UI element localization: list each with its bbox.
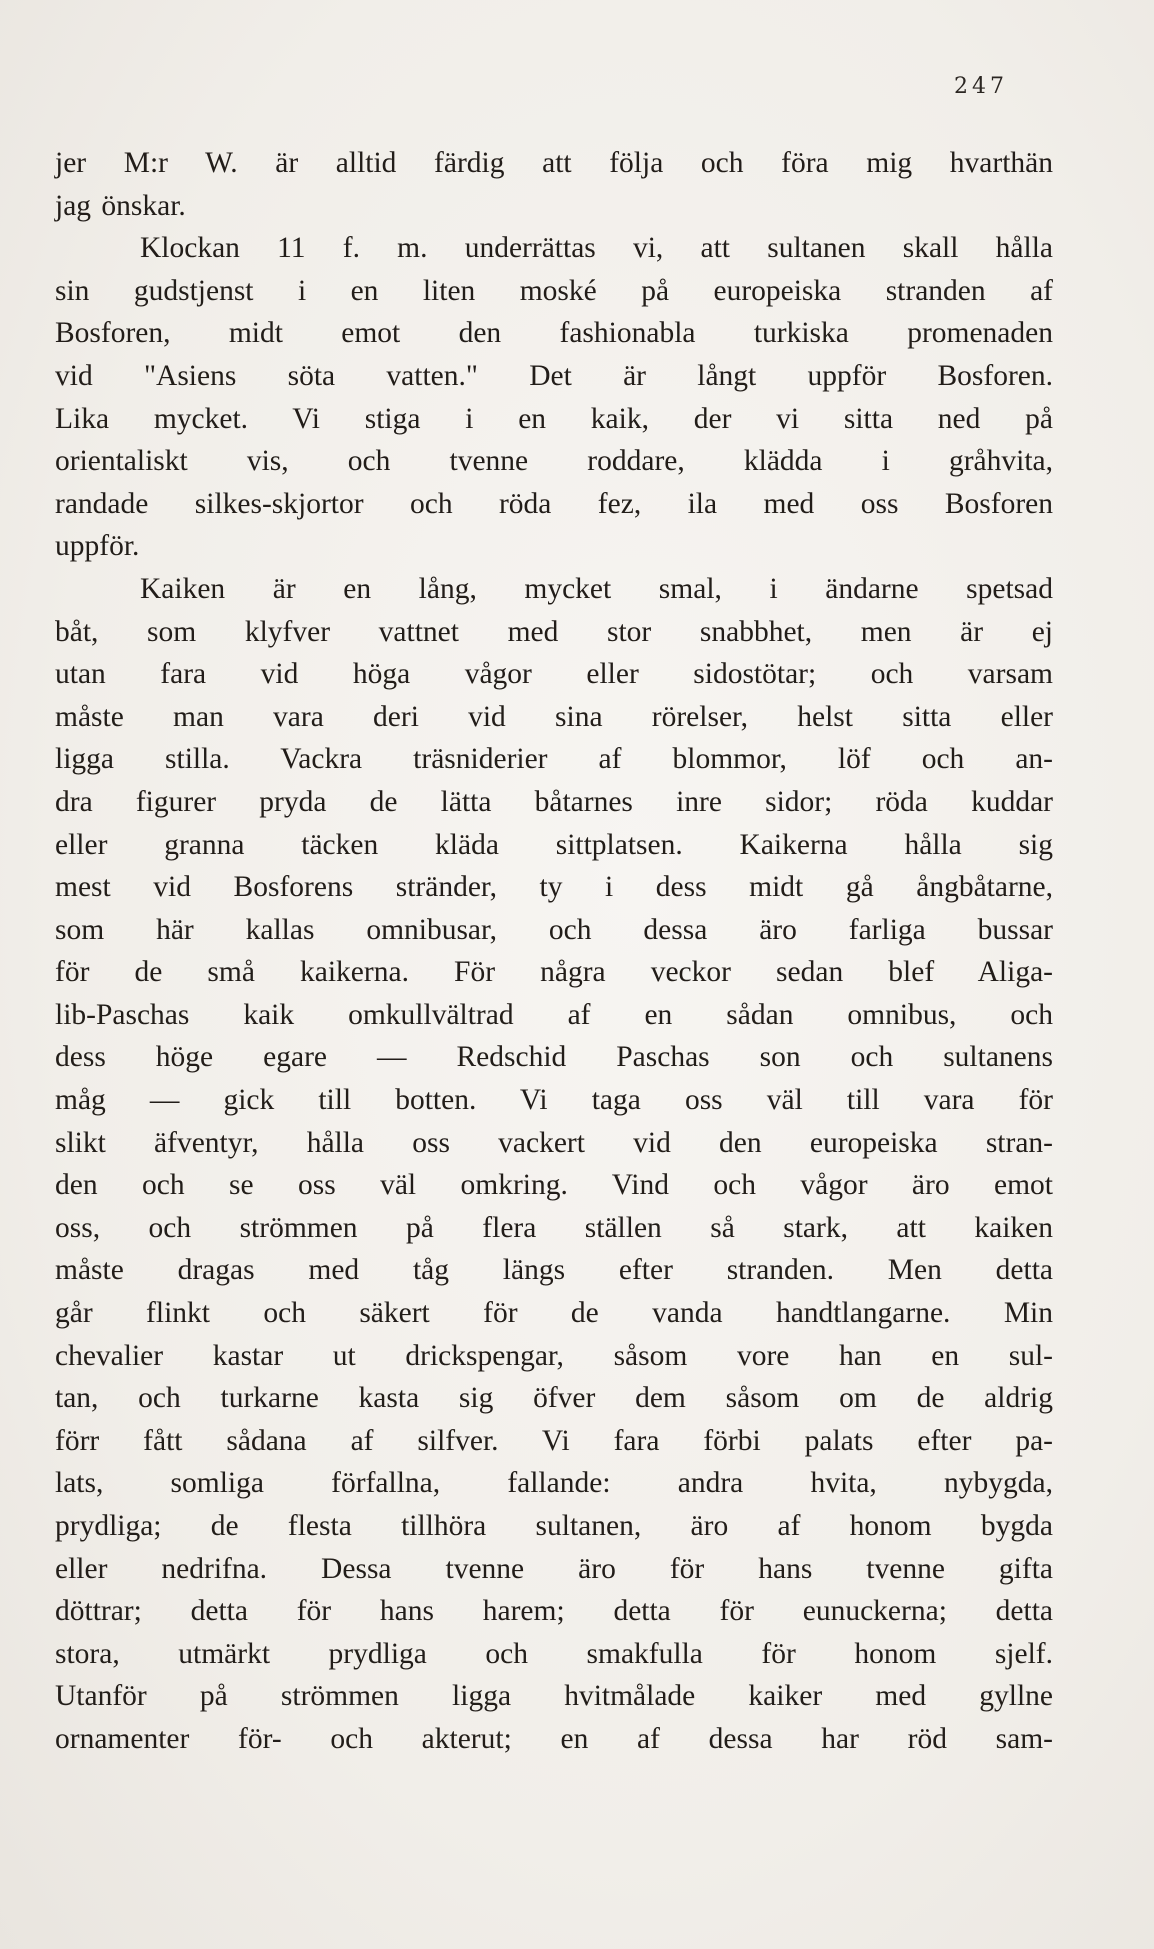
text-line: Bosforen, midt emot den fashionabla turkiska promenaden xyxy=(55,317,1053,350)
text-line: lib-Paschas kaik omkullvältrad af en sådan omnibus, och xyxy=(55,998,1053,1031)
text-line: randade silkes-skjortor och röda fez, ila med oss Bosforen xyxy=(55,487,1053,520)
text-line: jer M:r W. är alltid färdig att följa och föra mig hvarthän xyxy=(55,147,1053,179)
text-line: slikt äfventyr, hålla oss vackert vid den europeiska stran- xyxy=(55,1126,1053,1159)
text-line: uppför. xyxy=(55,530,140,563)
text-line: måste man vara deri vid sina rörelser, helst sitta eller xyxy=(55,700,1053,733)
text-line: dess höge egare — Redschid Paschas son och sultanens xyxy=(55,1041,1053,1074)
text-line: den och se oss väl omkring. Vind och vågor äro emot xyxy=(55,1169,1053,1202)
text-line: för de små kaikerna. För några veckor sedan blef Aliga- xyxy=(55,956,1053,989)
page-number: 247 xyxy=(954,74,1008,99)
text-line: dra figurer pryda de lätta båtarnes inre sidor; röda kuddar xyxy=(55,785,1053,818)
text-line: som här kallas omnibusar, och dessa äro farliga bussar xyxy=(55,913,1053,946)
text-line: tan, och turkarne kasta sig öfver dem såsom om de aldrig xyxy=(55,1382,1053,1415)
text-line: prydliga; de flesta tillhöra sultanen, äro af honom bygda xyxy=(55,1510,1053,1542)
text-line: sin gudstjenst i en liten moské på europeiska stranden af xyxy=(55,274,1053,307)
text-line: orientaliskt vis, och tvenne roddare, klädda i gråhvita, xyxy=(55,445,1053,478)
text-line: Klockan 11 f. m. underrättas vi, att sultanen skall hålla xyxy=(140,232,1053,265)
text-line: måste dragas med tåg längs efter stranden. Men detta xyxy=(55,1254,1053,1287)
text-line: båt, som klyfver vattnet med stor snabbhet, men är ej xyxy=(55,615,1053,648)
text-line: eller nedrifna. Dessa tvenne äro för hans tvenne gifta xyxy=(55,1552,1053,1585)
text-line: vid "Asiens söta vatten." Det är långt uppför Bosforen. xyxy=(55,359,1053,392)
body-text xyxy=(55,142,1053,1761)
text-line: mest vid Bosforens stränder, ty i dess midt gå ångbåtarne, xyxy=(55,871,1053,904)
text-line: döttrar; detta för hans harem; detta för eunuckerna; detta xyxy=(55,1595,1053,1628)
text-line: måg — gick till botten. Vi taga oss väl till vara för xyxy=(55,1084,1053,1117)
text-line: jag önskar. xyxy=(55,189,186,222)
text-line: Kaiken är en lång, mycket smal, i ändarne spetsad xyxy=(140,572,1053,605)
text-line: utan fara vid höga vågor eller sidostötar; och varsam xyxy=(55,658,1053,691)
text-line: oss, och strömmen på flera ställen så stark, att kaiken xyxy=(55,1211,1053,1244)
text-line: chevalier kastar ut drickspengar, såsom vore han en sul- xyxy=(55,1339,1053,1372)
text-line: ornamenter för- och akterut; en af dessa har röd sam- xyxy=(55,1722,1053,1755)
text-line: eller granna täcken kläda sittplatsen. Kaikerna hålla sig xyxy=(55,828,1053,861)
text-line: ligga stilla. Vackra träsniderier af blommor, löf och an- xyxy=(55,743,1053,776)
text-line: förr fått sådana af silfver. Vi fara förbi palats efter pa- xyxy=(55,1424,1053,1457)
text-line: Lika mycket. Vi stiga i en kaik, der vi sitta ned på xyxy=(55,402,1053,435)
text-line: Utanför på strömmen ligga hvitmålade kaiker med gyllne xyxy=(55,1680,1053,1713)
text-line: går flinkt och säkert för de vanda handtlangarne. Min xyxy=(55,1297,1053,1330)
text-line: stora, utmärkt prydliga och smakfulla för honom sjelf. xyxy=(55,1637,1053,1670)
text-line: lats, somliga förfallna, fallande: andra hvita, nybygda, xyxy=(55,1467,1053,1500)
